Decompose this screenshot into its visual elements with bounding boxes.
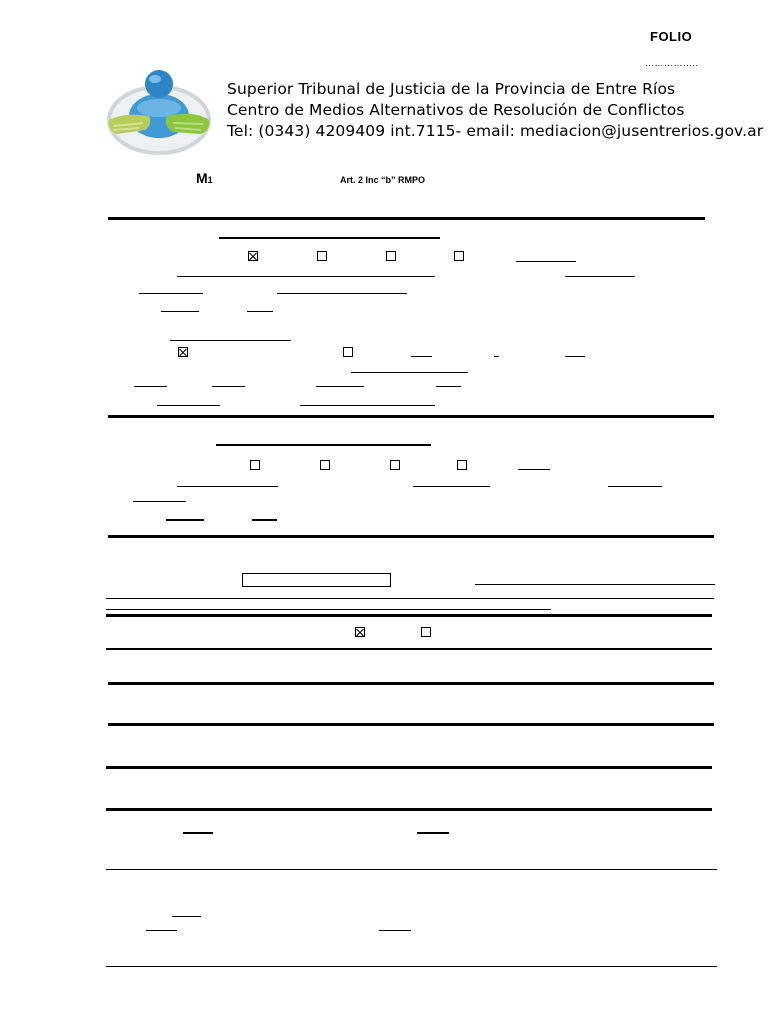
contact-info: Tel: (0343) 4209409 int.7115- email: mediacion@jusentrerios.gov.ar <box>227 122 764 140</box>
input-line[interactable] <box>252 519 277 521</box>
section-divider <box>108 682 714 685</box>
checkbox-option-1[interactable] <box>178 347 188 357</box>
input-line[interactable] <box>166 519 204 521</box>
input-line[interactable] <box>608 486 662 487</box>
input-line[interactable] <box>300 405 435 406</box>
input-line[interactable] <box>177 276 435 277</box>
checkbox-type-4[interactable] <box>454 251 464 261</box>
input-line[interactable] <box>417 832 449 834</box>
section-divider <box>108 217 705 220</box>
input-line[interactable] <box>183 832 213 834</box>
section-title-underline <box>219 237 440 239</box>
input-line[interactable] <box>436 386 461 387</box>
center-name: Centro de Medios Alternativos de Resolución de Conflictos <box>227 101 685 119</box>
checkbox-type-2[interactable] <box>320 460 330 470</box>
input-line[interactable] <box>134 386 167 387</box>
checkbox-type-3[interactable] <box>390 460 400 470</box>
section-divider <box>108 535 714 538</box>
checkbox-type-2[interactable] <box>317 251 327 261</box>
checkbox-type-1[interactable] <box>248 251 258 261</box>
input-line[interactable] <box>106 609 551 610</box>
input-line[interactable] <box>565 276 635 277</box>
input-line[interactable] <box>379 930 411 931</box>
input-line[interactable] <box>146 930 177 931</box>
input-line[interactable] <box>133 501 186 502</box>
input-line[interactable] <box>212 386 245 387</box>
form-code-letter: M <box>196 170 208 186</box>
input-line[interactable] <box>518 469 550 470</box>
subsection-title-underline <box>170 340 291 341</box>
input-line[interactable] <box>316 386 364 387</box>
institution-name: Superior Tribunal de Justicia de la Provincia de Entre Ríos <box>227 80 676 98</box>
input-line[interactable] <box>139 293 203 294</box>
input-line[interactable] <box>565 356 585 357</box>
checkbox-no[interactable] <box>421 627 431 637</box>
form-code-number: 1 <box>207 175 213 185</box>
input-line[interactable] <box>106 598 714 599</box>
checkbox-type-1[interactable] <box>250 460 260 470</box>
input-line[interactable] <box>411 356 432 357</box>
input-line[interactable] <box>475 584 715 585</box>
checkbox-type-3[interactable] <box>386 251 396 261</box>
text-input-box[interactable] <box>242 573 391 587</box>
checkbox-yes[interactable] <box>355 627 365 637</box>
input-line[interactable] <box>157 405 220 406</box>
section-divider <box>106 766 712 769</box>
section-divider <box>106 808 712 811</box>
input-line[interactable] <box>172 916 201 917</box>
checkbox-type-4[interactable] <box>457 460 467 470</box>
form-code <box>196 170 213 186</box>
folio-label: FOLIO <box>650 29 693 44</box>
input-line[interactable] <box>516 261 576 262</box>
section-divider <box>108 723 714 726</box>
input-line[interactable] <box>161 311 199 312</box>
input-line[interactable] <box>177 486 278 487</box>
section-divider <box>106 869 717 870</box>
input-line[interactable] <box>351 372 468 373</box>
input-line[interactable] <box>494 356 499 357</box>
section-divider <box>106 966 717 967</box>
input-line[interactable] <box>247 311 273 312</box>
input-line[interactable] <box>413 486 490 487</box>
section-divider <box>108 415 714 418</box>
checkbox-option-2[interactable] <box>343 347 353 357</box>
section-title-underline <box>216 444 431 446</box>
section-divider <box>106 614 712 617</box>
input-line[interactable] <box>277 293 407 294</box>
court-mediation-logo <box>105 68 213 156</box>
folio-number-field[interactable]: …………….. <box>645 58 699 68</box>
article-reference: Art. 2 Inc “b” RMPO <box>340 175 426 185</box>
section-divider <box>106 648 712 650</box>
